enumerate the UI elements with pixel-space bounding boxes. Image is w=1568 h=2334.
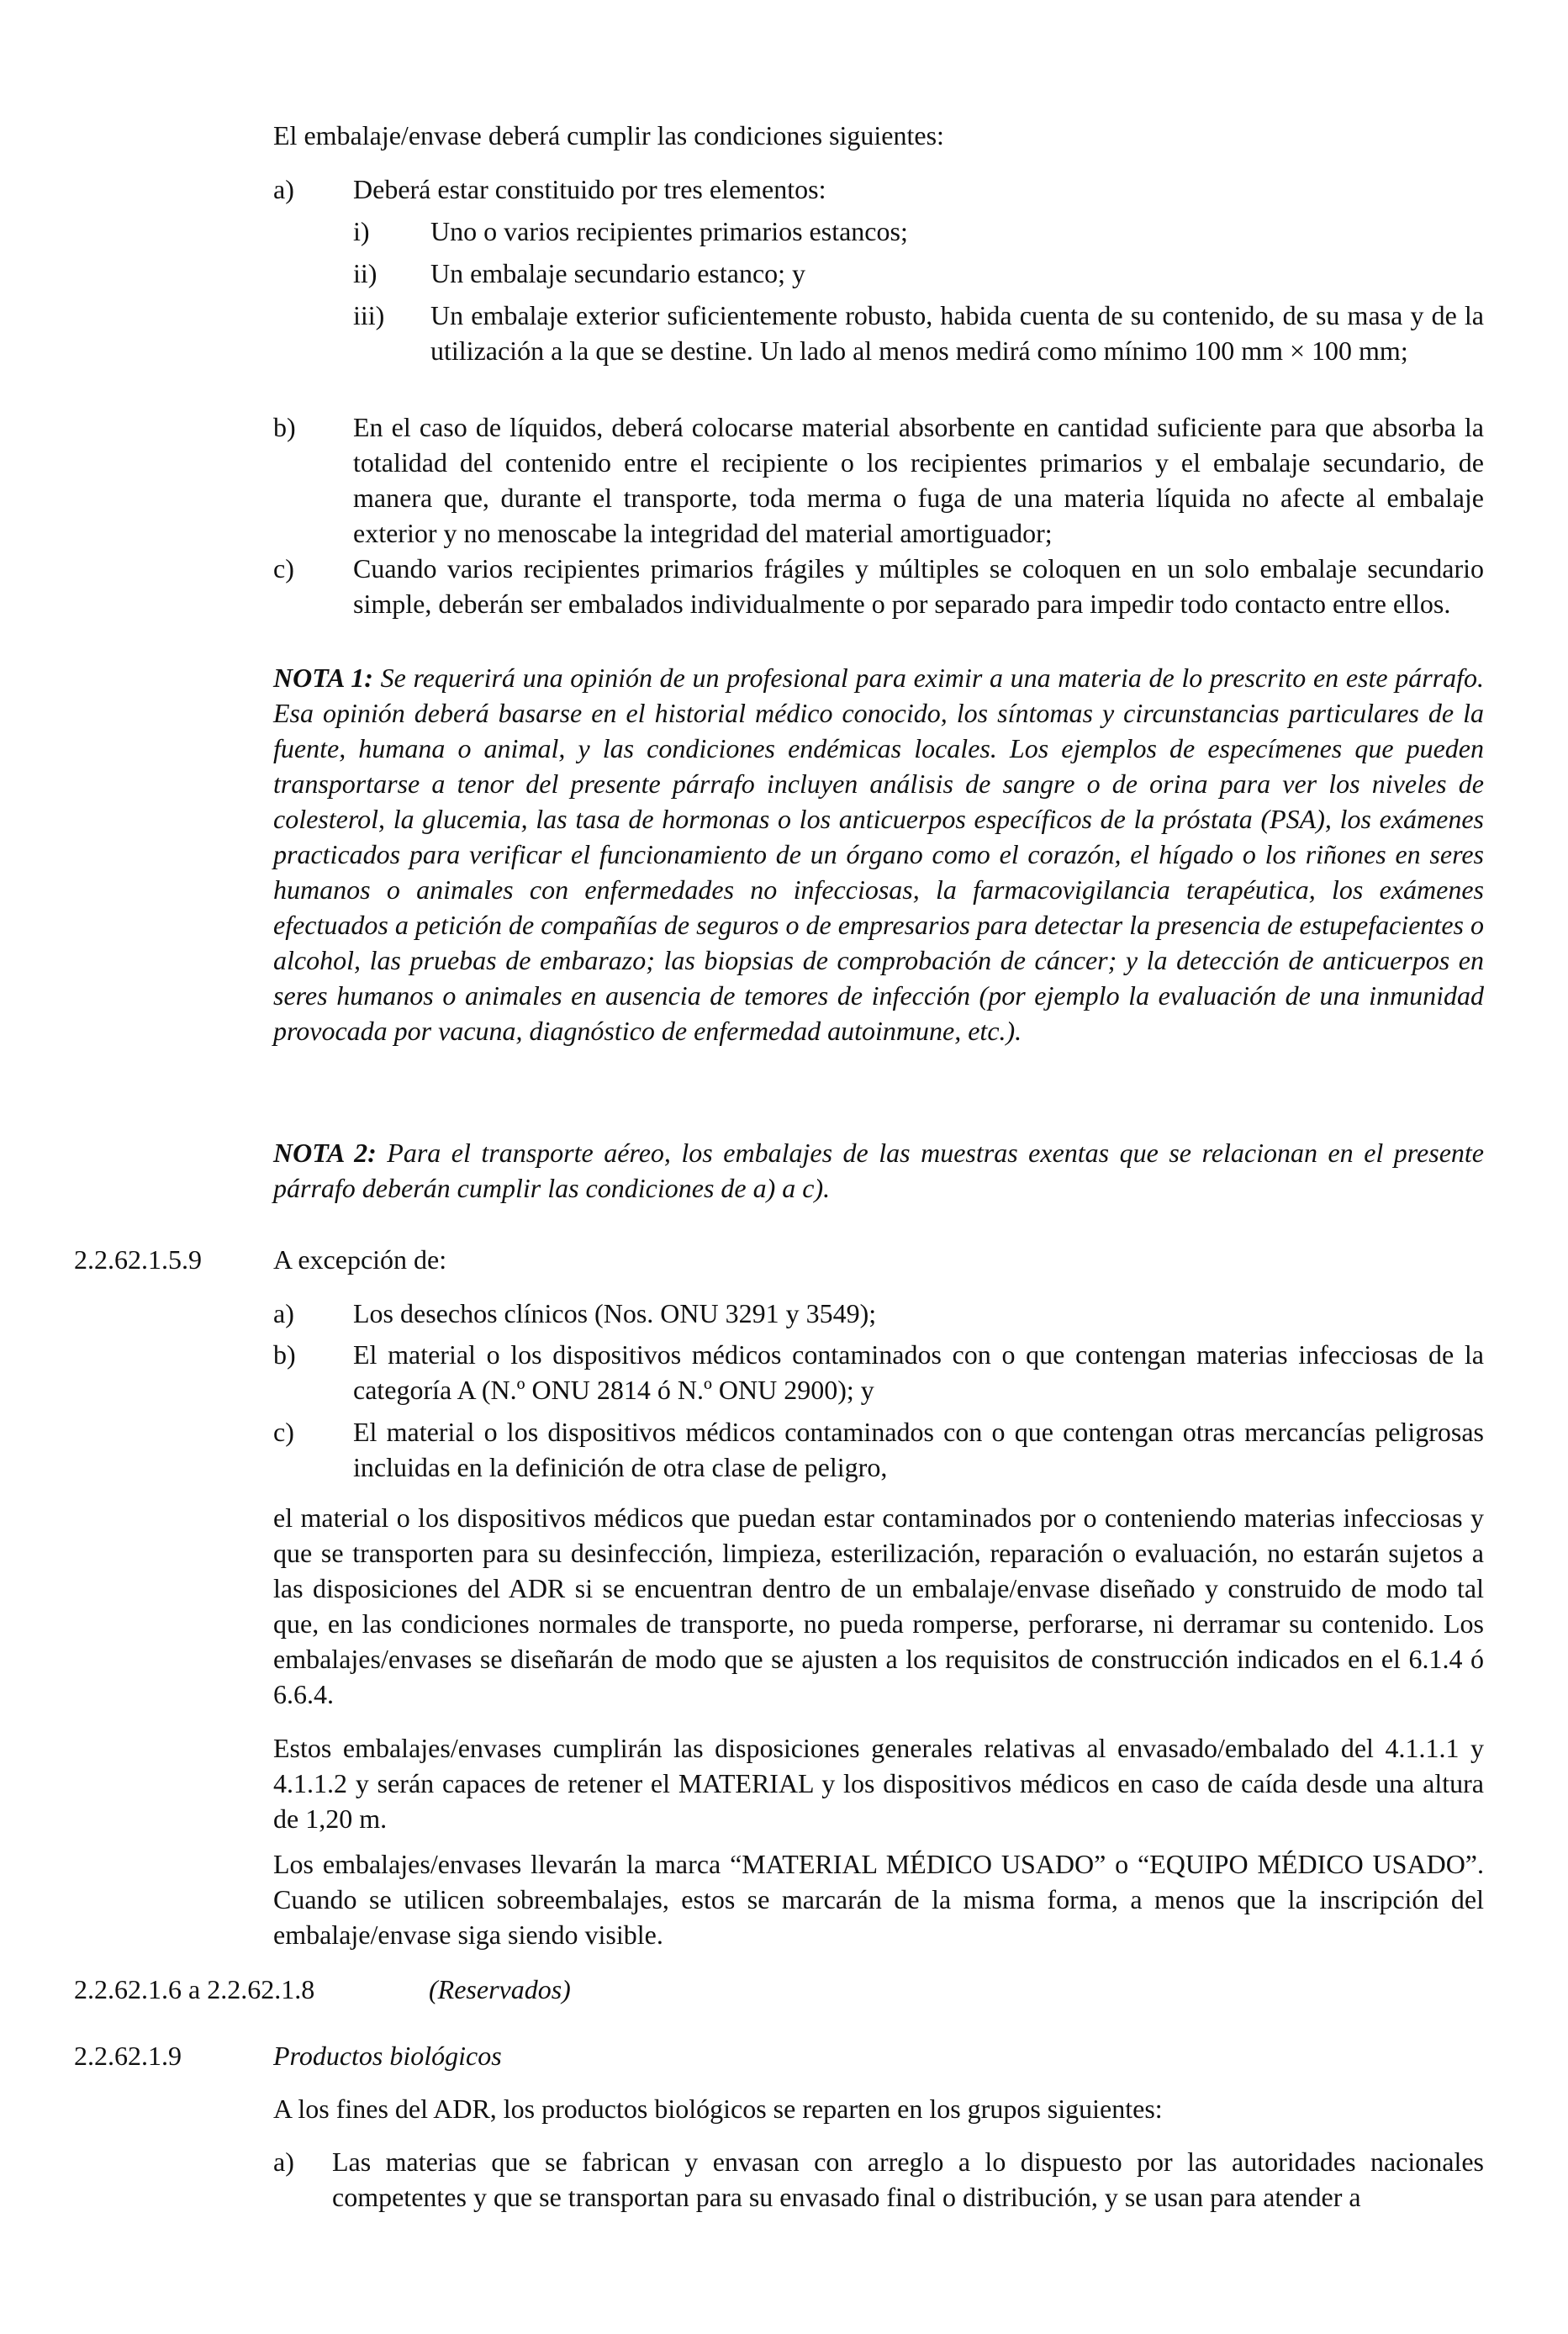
sublist-item-iii: Un embalaje exterior suficientemente robusto, habida cuenta de su contenido, de su masa y de la utilización a la que se destine. Un lado al menos medirá como mínimo 100 mm × 100 mm; [430,300,1484,366]
list-item-a: Deberá estar constituido por tres elementos: [353,174,826,204]
section-19-intro: A los fines del ADR, los productos biológicos se reparten en los grupos siguientes: [273,2094,1163,2124]
sublist-label-i: i) [353,216,370,246]
section-number-1559: 2.2.62.1.5.9 [74,1244,202,1275]
note-1 [273,660,1484,1048]
note-2-label: NOTA 2: [273,1138,377,1168]
list-label-b: b) [273,412,296,442]
exception-label-c: c) [273,1417,294,1447]
bio-item-a: Las materias que se fabrican y envasan con arreglo a lo dispuesto por las autoridades nacionales competentes y que se transportan para su envasado final o distribución, y se usan para atender a [332,2147,1484,2212]
exception-label-b: b) [273,1339,296,1370]
exception-item-b: El material o los dispositivos médicos contaminados con o que contengan materias infecciosas de la categoría A (N.º ONU 2814 ó N.º ONU 2900); y [353,1339,1484,1405]
sublist-item-i: Uno o varios recipientes primarios estancos; [430,216,908,246]
note-1-text: Se requerirá una opinión de un profesional para eximir a una materia de lo prescrito en este párrafo. Esa opinión deberá basarse en el historial médico conocido, los síntomas y circunstancias particulares de la fuente, humana o animal, y las condiciones endémicas locales. Los ejemplos de especímenes que pueden transportarse a tenor del presente párrafo incluyen análisis de sangre o de orina para ver los niveles de colesterol, la glucemia, las tasa de hormonas o los anticuerpos específicos de la próstata (PSA), los exámenes practicados para verificar el funcionamiento de un órgano como el corazón, el hígado o los riñones en seres humanos o animales con enfermedades no infecciosas, la farmacovigilancia terapéutica, los exámenes efectuados a petición de compañías de seguros o de empresarios para detectar la presencia de estupefacientes o alcohol, las pruebas de embarazo; las biopsias de comprobación de cáncer; y la detección de anticuerpos en seres humanos o animales en ausencia de temores de infección (por ejemplo la evaluación de una inmunidad provocada por vacuna, diagnóstico de enfermedad autoinmune, etc.). [273,663,1485,1046]
exception-label-a: a) [273,1298,294,1328]
section-1559-paragraph-2: Estos embalajes/envases cumplirán las disposiciones generales relativas al envasado/embalado del 4.1.1.1 y 4.1.1.2 y serán capaces de retener el MATERIAL y los dispositivos médicos en caso de caída desde una altura de 1,20 m. [273,1733,1484,1834]
note-2-text: Para el transporte aéreo, los embalajes de las muestras exentas que se relacionan en el presente párrafo deberán cumplir las condiciones de a) a c). [273,1138,1485,1203]
section-1559-paragraph-3: Los embalajes/envases llevarán la marca “MATERIAL MÉDICO USADO” o “EQUIPO MÉDICO USADO”. Cuando se utilicen sobreembalajes, estos se marcarán de la misma forma, a menos que la inscripción del embalaje/envase siga siendo visible. [273,1849,1484,1950]
sublist-label-ii: ii) [353,258,377,288]
note-2 [273,1135,1484,1206]
exception-item-a: Los desechos clínicos (Nos. ONU 3291 y 3549); [353,1298,877,1328]
list-label-a: a) [273,174,294,204]
sublist-label-iii: iii) [353,300,385,330]
note-1-label: NOTA 1: [273,663,373,693]
list-label-c: c) [273,553,294,584]
list-item-b: En el caso de líquidos, deberá colocarse material absorbente en cantidad suficiente para que absorba la totalidad del contenido entre el recipiente o los recipientes primarios y el embalaje secundario, de manera que, durante el transporte, toda merma o fuga de una materia líquida no afecte al embalaje exterior y no menoscabe la integridad del material amortiguador; [353,412,1484,548]
bio-label-a: a) [273,2147,294,2177]
section-number-19: 2.2.62.1.9 [74,2041,182,2071]
exception-item-c: El material o los dispositivos médicos contaminados con o que contengan otras mercancías peligrosas incluidas en la definición de otra clase de peligro, [353,1417,1484,1482]
section-reserved-text: (Reservados) [429,1974,571,2004]
section-heading-19: Productos biológicos [273,2041,502,2071]
section-1559-paragraph-1: el material o los dispositivos médicos que puedan estar contaminados por o conteniendo materias infecciosas y que se transporten para su desinfección, limpieza, esterilización, reparación o evaluación, no estarán sujetos a las disposiciones del ADR si se encuentran dentro de un embalaje/envase diseñado y construido de modo tal que, en las condiciones normales de transporte, no pueda romperse, perforarse, ni derramar su contenido. Los embalajes/envases se diseñarán de modo que se ajusten a los requisitos de construcción indicados en el 6.1.4 ó 6.6.4. [273,1502,1484,1709]
section-heading-1559: A excepción de: [273,1244,447,1275]
intro-paragraph: El embalaje/envase deberá cumplir las condiciones siguientes: [273,120,944,150]
section-number-16-18: 2.2.62.1.6 a 2.2.62.1.8 [74,1974,315,2004]
sublist-item-ii: Un embalaje secundario estanco; y [430,258,806,288]
list-item-c: Cuando varios recipientes primarios frágiles y múltiples se coloquen en un solo embalaje secundario simple, deberán ser embalados individualmente o por separado para impedir todo contacto entre ellos. [353,553,1484,619]
